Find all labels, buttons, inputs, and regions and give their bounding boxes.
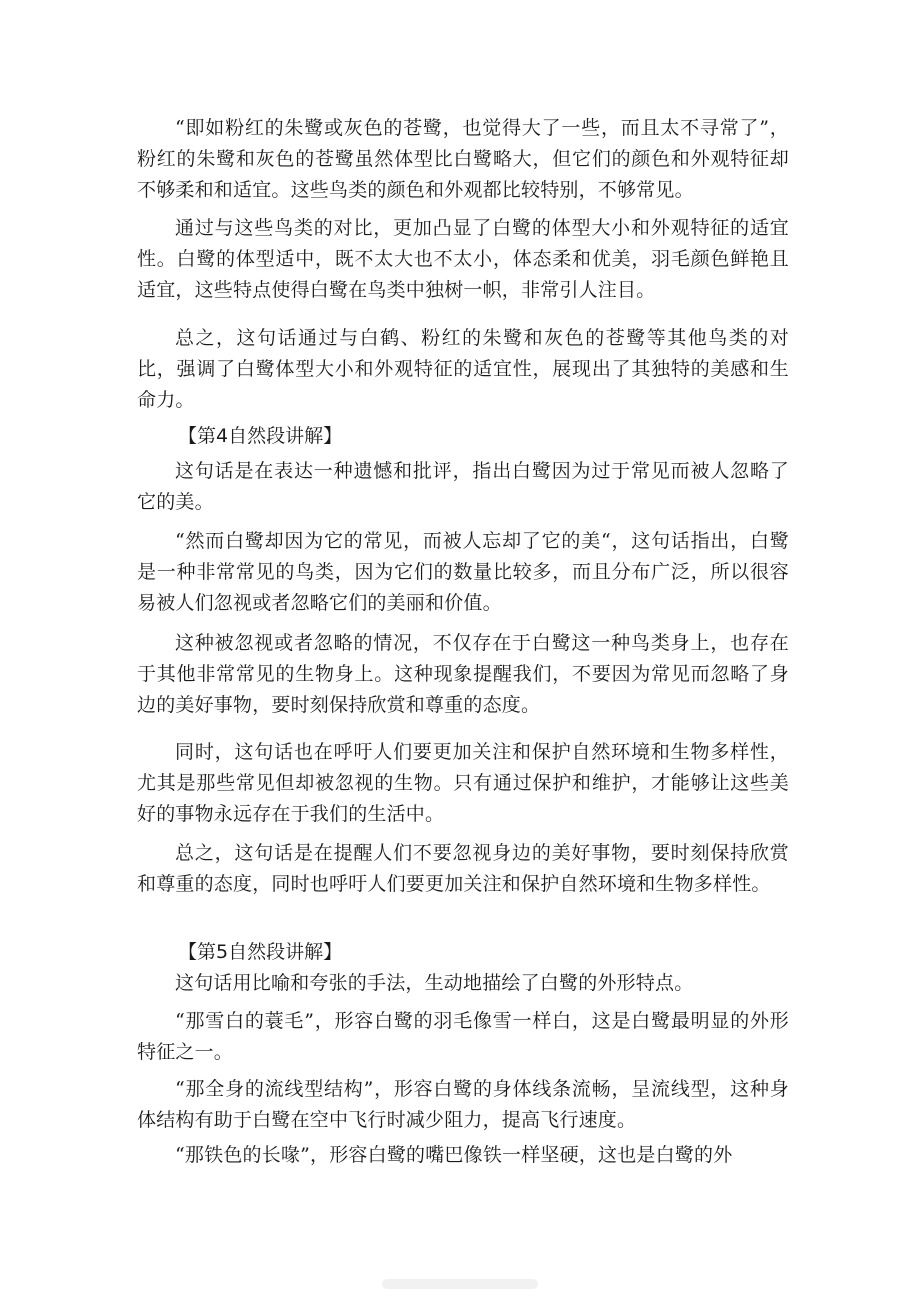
paragraph-streamlined: “那全身的流线型结构”，形容白鹭的身体线条流畅，呈流线型，这种身体结构有助于白鹭在空中飞行时减少阻力，提高飞行速度。 — [137, 1078, 789, 1131]
paragraph-summary-3: 总之，这句话通过与白鹤、粉红的朱鹭和灰色的苍鹭等其他鸟类的对比，强调了白鹭体型大小和外观特征的适宜性，展现出了其独特的美感和生命力。 — [137, 327, 789, 411]
section-heading-5: 【第5自然段讲解】 — [178, 941, 343, 963]
paragraph-metaphor: 这句话用比喻和夸张的手法，生动地描绘了白鹭的外形特点。 — [175, 972, 694, 994]
paragraph-iron-beak: “那铁色的长喙”，形容白鹭的嘴巴像铁一样坚硬，这也是白鹭的外 — [175, 1144, 733, 1166]
paragraph-snow-white-plumes: “那雪白的蓑毛”，形容白鹭的羽毛像雪一样白，这是白鹭最明显的外形特征之一。 — [137, 1010, 789, 1063]
paragraph-summary-4: 总之，这句话是在提醒人们不要忽视身边的美好事物，要时刻保持欣赏和尊重的态度，同时也呼吁人们要更加关注和保护自然环境和生物多样性。 — [137, 842, 789, 895]
paragraph-protect-nature: 同时，这句话也在呼吁人们要更加关注和保护自然环境和生物多样性，尤其是那些常见但却被忽视的生物。只有通过保护和维护，才能够让这些美好的事物永远存在于我们的生活中。 — [137, 741, 789, 825]
footer-smudge-icon — [380, 1275, 540, 1293]
section-heading-4: 【第4自然段讲解】 — [178, 425, 343, 447]
paragraph-ignored-common: 这种被忽视或者忽略的情况，不仅存在于白鹭这一种鸟类身上，也存在于其他非常常见的生物身上。这种现象提醒我们，不要因为常见而忽略了身边的美好事物，要时刻保持欣赏和尊重的态度。 — [137, 632, 789, 716]
paragraph-contrast-suitability: 通过与这些鸟类的对比，更加凸显了白鹭的体型大小和外观特征的适宜性。白鹭的体型适中，既不太大也不太小，体态柔和优美，羽毛颜色鲜艳且适宜，这些特点使得白鹭在鸟类中独树一帜，非常引人注目。 — [137, 217, 789, 301]
page-footer-watermark — [380, 1275, 540, 1293]
paragraph-forgotten-beauty: “然而白鹭却因为它的常见，而被人忘却了它的美“，这句话指出，白鹭是一种非常常见的鸟类，因为它们的数量比较多，而且分布广泛，所以很容易被人们忽视或者忽略它们的美丽和价值。 — [137, 530, 789, 614]
paragraph-egret-ibis-heron: “即如粉红的朱鹭或灰色的苍鹭，也觉得大了一些，而且太不寻常了”，粉红的朱鹭和灰色的苍鹭虽然体型比白鹭略大，但它们的颜色和外观特征却不够柔和和适宜。这些鸟类的颜色和外观都比较特别，不够常见。 — [137, 117, 789, 201]
paragraph-regret-critique: 这句话是在表达一种遗憾和批评，指出白鹭因为过于常见而被人忽略了它的美。 — [137, 460, 789, 513]
